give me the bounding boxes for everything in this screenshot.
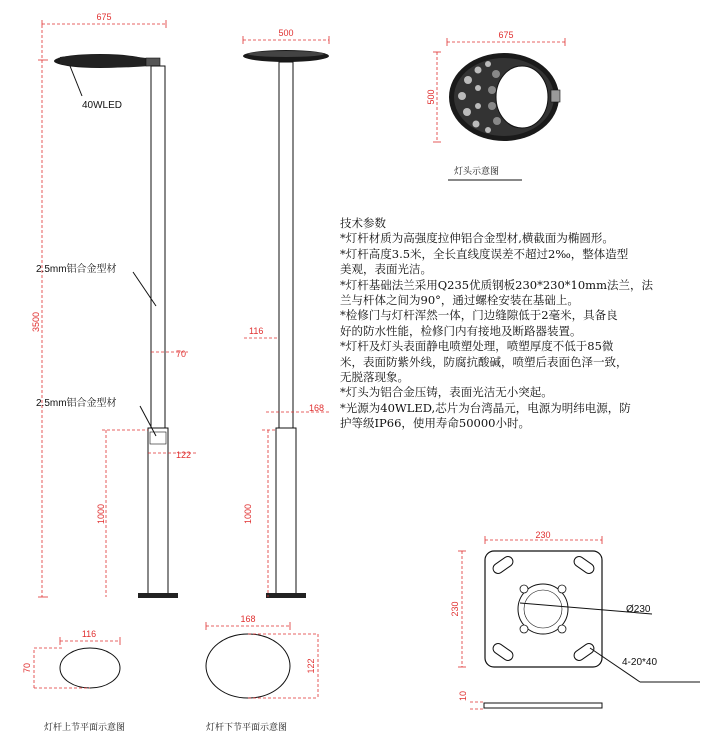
upper-depth-dim: 70 <box>176 349 187 359</box>
lower-section-plan <box>206 614 318 733</box>
notes-line: 兰与杆体之间为90°，通过螺栓安装在基础上。 <box>340 293 579 308</box>
flange-plate-detail <box>450 530 700 709</box>
lower-width-dim: 168 <box>309 403 325 413</box>
notes-line: *灯头为铝合金压铸，表面光洁无小突起。 <box>340 385 553 400</box>
upper-plan-caption: 灯杆上节平面示意图 <box>44 723 126 733</box>
upper-material-label: 2.5mm铝合金型材 <box>36 264 117 275</box>
bottom-plan-width-dim: 168 <box>240 614 256 624</box>
plate-side-view <box>484 703 602 708</box>
notes-line: 米，表面防紫外线，防腐抗酸碱，喷塑后表面色泽一致， <box>340 354 628 369</box>
center-head-width-dim: 500 <box>278 28 294 38</box>
upper-section-plan <box>22 629 125 733</box>
left-head-width-dim: 675 <box>96 12 112 22</box>
notes-line: 护等级IP66，使用寿命50000小时。 <box>340 416 530 431</box>
lamp-head-detail <box>426 30 565 180</box>
notes-line: 美观，表面光洁。 <box>340 262 432 277</box>
bolt-holes-label: 4-20*40 <box>622 657 658 668</box>
ref-head-width-dim: 675 <box>498 30 514 40</box>
notes-line: 好的防水性能，检修门内有接地及断路器装置。 <box>340 323 582 338</box>
upper-section-ellipse <box>60 648 120 688</box>
lower-plan-caption: 灯杆下节平面示意图 <box>206 723 288 733</box>
left-pole-elevation <box>31 12 196 598</box>
notes-line: *灯杆高度3.5米，全长直线度误差不超过2‰，整体造型 <box>340 246 629 261</box>
notes-line: *光源为40WLED,芯片为台湾晶元，电源为明纬电源，防 <box>340 400 631 415</box>
lower-material-label: 2.5mm铝合金型材 <box>36 398 117 409</box>
head-caption: 灯头示意图 <box>454 167 500 177</box>
notes-line: *检修门与灯杆浑然一体，门边缝隙低于2毫米，具备良 <box>340 308 618 323</box>
notes-line: 无脱落现象。 <box>340 370 409 385</box>
plate-thickness-dim: 10 <box>458 690 468 702</box>
left-upper-pole <box>151 66 165 428</box>
notes-line: *灯杆材质为高强度拉伸铝合金型材,横截面为椭圆形。 <box>340 231 614 246</box>
notes-line: *灯杆及灯头表面静电喷塑处理，喷塑厚度不低于85微 <box>340 339 614 354</box>
top-plan-width-dim: 116 <box>81 629 97 639</box>
center-base-plate <box>266 593 306 598</box>
ref-head-height-dim: 500 <box>426 89 436 105</box>
notes-title: 技术参数 <box>340 216 386 230</box>
center-lower-pole <box>276 428 296 596</box>
upper-width-dim: 116 <box>249 326 264 336</box>
top-plan-height-dim: 70 <box>22 662 32 674</box>
lower-depth-dim: 122 <box>176 450 192 460</box>
center-pole-elevation <box>243 28 330 598</box>
plate-width-dim: 230 <box>535 530 551 540</box>
total-height-dim: 3500 <box>31 311 41 333</box>
bottom-plan-height-dim: 122 <box>306 658 316 674</box>
left-base-plate <box>138 593 178 598</box>
center-upper-pole <box>279 62 293 428</box>
technical-notes <box>340 216 700 432</box>
light-source-label: 40WLED <box>82 100 123 111</box>
flange-circle-label: Ø230 <box>626 604 651 615</box>
center-lower-height-dim: 1000 <box>243 503 253 525</box>
left-lower-height-dim: 1000 <box>96 503 106 525</box>
lower-section-ellipse <box>206 634 290 698</box>
notes-line: *灯杆基础法兰采用Q235优质钢板230*230*10mm法兰，法 <box>340 277 653 292</box>
plate-height-dim: 230 <box>450 601 460 617</box>
